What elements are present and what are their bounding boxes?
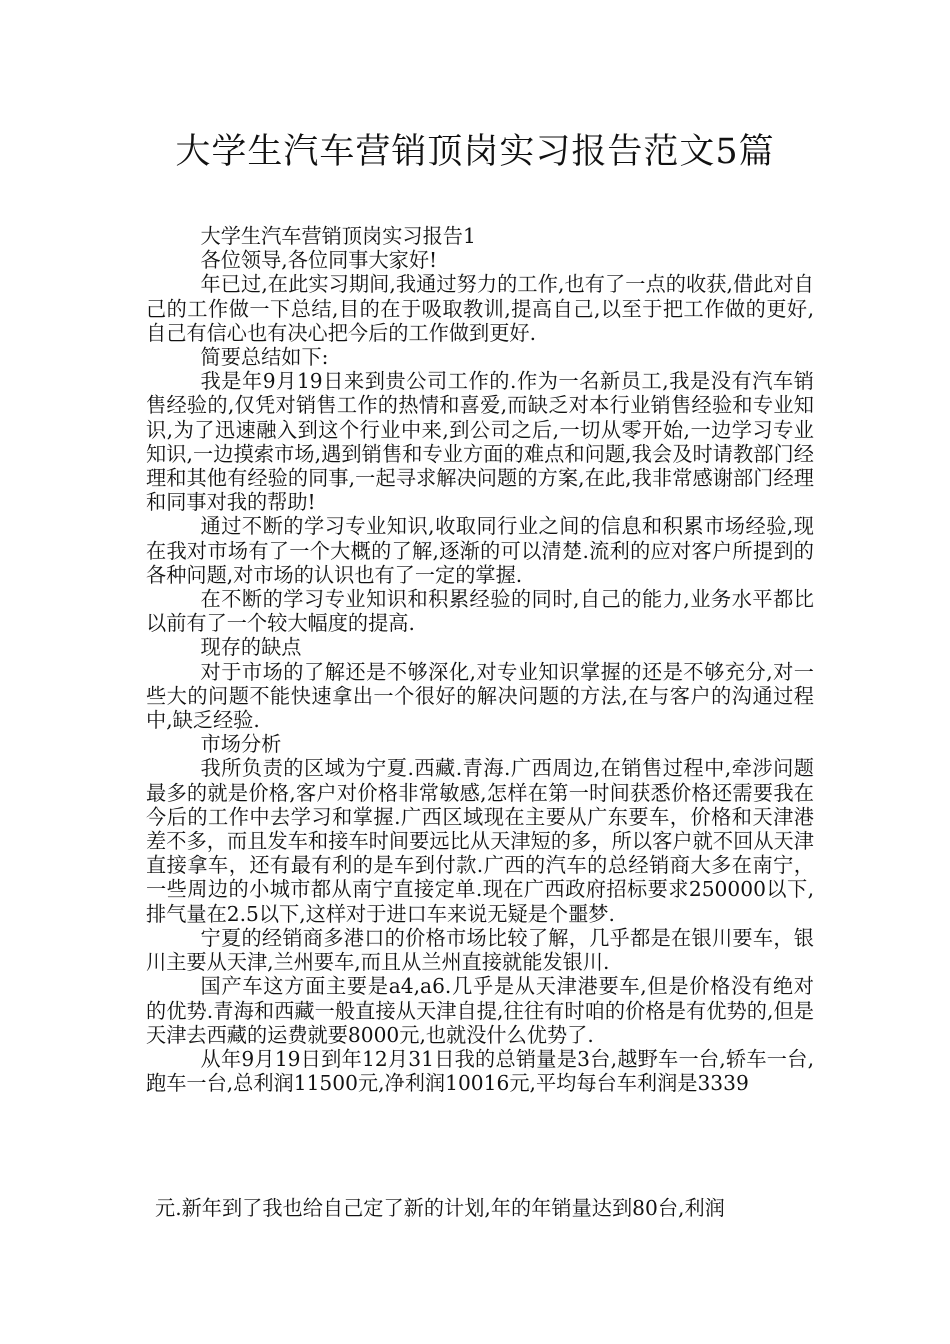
body-paragraph: 国产车这方面主要是a4,a6.几乎是从天津港要车,但是价格没有绝对的优势.青海和西藏一般直接从天津自提,往往有时咱的价格是有优势的,但是天津去西藏的运费就要8000元,也就没什么优势了.: [146, 974, 814, 1047]
body-paragraph: 年已过,在此实习期间,我通过努力的工作,也有了一点的收获,借此对自己的工作做一下总结,目的在于吸取教训,提高自己,以至于把工作做的更好,自己有信心也有决心把今后的工作做到更好.: [146, 272, 814, 345]
body-paragraph: 从年9月19日到年12月31日我的总销量是3台,越野车一台,轿车一台,跑车一台,总利润11500元,净利润10016元,平均每台车利润是3339: [146, 1046, 814, 1096]
subheading: 现存的缺点: [200, 635, 302, 660]
body-paragraph: 通过不断的学习专业知识,收取同行业之间的信息和积累市场经验,现在我对市场有了一个大概的了解,逐渐的可以清楚.流利的应对客户所提到的各种问题,对市场的认识也有了一定的掌握.: [146, 514, 814, 587]
subheading: 简要总结如下:: [200, 345, 329, 370]
continuation-line: 元.新年到了我也给自己定了新的计划,年的年销量达到80台,利润: [155, 1196, 725, 1220]
greeting-paragraph: 各位领导,各位同事大家好!: [200, 248, 438, 273]
document-body: [146, 224, 814, 1095]
body-paragraph: 宁夏的经销商多港口的价格市场比较了解，几乎都是在银川要车，银川主要从天津,兰州要车,而且从兰州直接就能发银川.: [146, 925, 814, 975]
section-heading: 大学生汽车营销顶岗实习报告1: [200, 224, 476, 248]
document-title: 大学生汽车营销顶岗实习报告范文5篇: [175, 132, 775, 172]
body-paragraph: 在不断的学习专业知识和积累经验的同时,自己的能力,业务水平都比以前有了一个较大幅度的提高.: [146, 587, 814, 636]
body-paragraph: 对于市场的了解还是不够深化,对专业知识掌握的还是不够充分,对一些大的问题不能快速拿出一个很好的解决问题的方法,在与客户的沟通过程中,缺乏经验.: [146, 659, 814, 733]
subheading: 市场分析: [200, 732, 282, 757]
body-paragraph: 我所负责的区域为宁夏.西藏.青海.广西周边,在销售过程中,牵涉问题最多的就是价格,客户对价格非常敏感,怎样在第一时间获悉价格还需要我在今后的工作中去学习和掌握.广西区域现在主要从广东要车，价格和天津港差不多，而且发车和接车时间要远比从天津短的多，所以客户就不回从天津直接拿车，还有最有利的是车到付款.广西的汽车的总经销商大多在南宁，一些周边的小城市都从南宁直接定单.现在广西政府招标要求250000以下,排气量在2.5以下,这样对于进口车来说无疑是个噩梦.: [146, 756, 814, 926]
body-paragraph: 我是年9月19日来到贵公司工作的.作为一名新员工,我是没有汽车销售经验的,仅凭对销售工作的热情和喜爱,而缺乏对本行业销售经验和专业知识,为了迅速融入到这个行业中来,到公司之后,一切从零开始,一边学习专业知识,一边摸索市场,遇到销售和专业方面的难点和问题,我会及时请教部门经理和其他有经验的同事,一起寻求解决问题的方案,在此,我非常感谢部门经理和同事对我的帮助!: [146, 369, 814, 515]
